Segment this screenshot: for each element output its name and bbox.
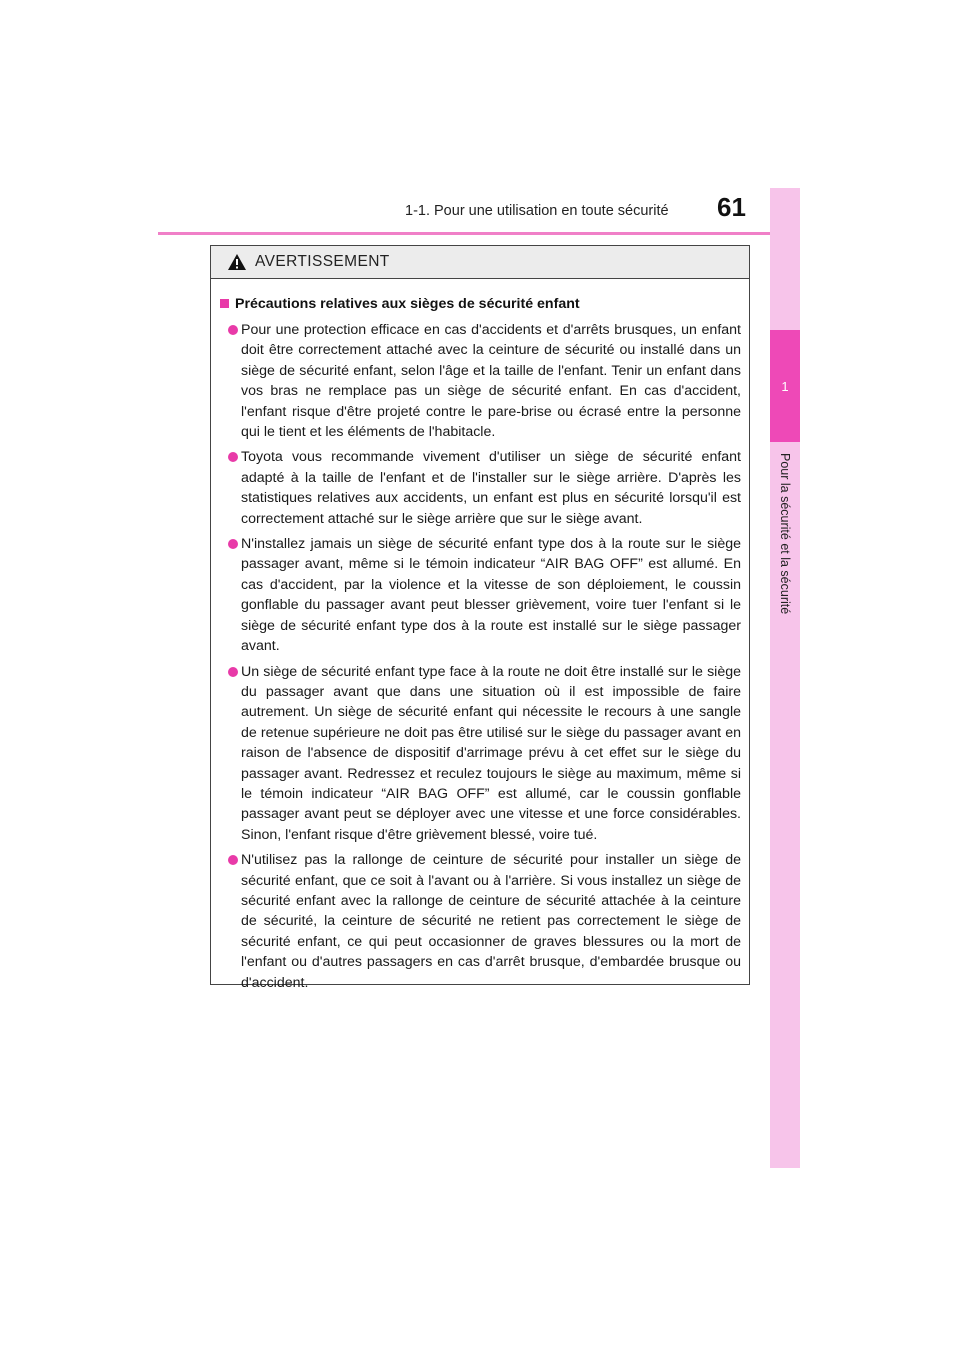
bullet-text: N'utilisez pas la rallonge de ceinture de sécurité pour installer un siège de sécurité enfant, que ce soit à l'avant ou à l'arrière. Si vous installez un siège de sécurité enfant avec la rallonge de ceinture de sécurité attachée à la ceinture de sécurité, la ceinture de sécurité ne retient pas correctement le siège de sécurité enfant, ce qui peut occasionner de graves blessures ou la mort de l'enfant ou d'autres passagers en cas d'arrêt brusque, d'embardée brusque ou d'accident. — [241, 852, 741, 991]
circle-bullet-icon — [228, 325, 238, 335]
header-rule — [158, 232, 800, 235]
warning-header — [211, 246, 749, 279]
bullet-item — [219, 850, 741, 993]
warning-label: AVERTISSEMENT — [255, 253, 390, 270]
bullet-text: Pour une protection efficace en cas d'accidents et d'arrêts brusques, un enfant doit être correctement attaché avec la ceinture de sécurité ou installé dans un siège de sécurité enfant, selon l'âge et la taille de l'enfant. Tenir un enfant dans vos bras ne remplace pas un siège de sécurité enfant. En cas d'accident, l'enfant risque d'être projeté contre le pare-brise ou écrasé entre la personne qui le tient et les éléments de l'habitacle. — [241, 322, 741, 441]
square-bullet-icon — [220, 299, 229, 308]
bullet-item — [219, 534, 741, 656]
circle-bullet-icon — [228, 855, 238, 865]
bullet-item — [219, 447, 741, 529]
bullet-text: Un siège de sécurité enfant type face à la route ne doit être installé sur le siège du passager avant que dans une situation où il est impossible de faire autrement. Un siège de sécurité enfant qui nécessite le recours à une sangle de retenue supérieure ne doit pas être utilisé sur le siège du passager avant en raison de l'absence de dispositif d'arrimage prévu à cet effet sur le siège du passager avant. Redressez et reculez toujours le siège au maximum, même si le témoin indicateur “AIR BAG OFF” est allumé, car le coussin gonflable passager avant peut se déployer avec une vitesse et une force considérables. Sinon, l'enfant risque d'être grièvement blessé, voire tué. — [241, 663, 741, 843]
circle-bullet-icon — [228, 539, 238, 549]
warning-body — [211, 279, 749, 993]
circle-bullet-icon — [228, 452, 238, 462]
bullet-text: Toyota vous recommande vivement d'utiliser un siège de sécurité enfant adapté à la taille de l'enfant et de l'installer sur le siège arrière. D'après les statistiques relatives aux accidents, un enfant est plus en sécurité lorsqu'il est correctement attaché sur le siège arrière que sur le siège avant. — [241, 449, 741, 527]
bullet-text: N'installez jamais un siège de sécurité enfant type dos à la route sur le siège passager avant, même si le témoin indicateur “AIR BAG OFF” est allumé. En cas d'accident, par la violence et la vitesse de son déploiement, le coussin gonflable du passager avant peut blesser grièvement, voire tuer l'enfant si le siège de sécurité enfant type dos à la route est installé sur le siège passager avant. — [241, 536, 741, 655]
section-title-text: Précautions relatives aux sièges de sécurité enfant — [235, 296, 580, 312]
warning-triangle-icon — [227, 253, 247, 271]
bullet-item — [219, 662, 741, 846]
warning-box — [210, 245, 750, 991]
section-title — [219, 293, 741, 315]
chapter-label: Pour la sécurité et la sécurité — [778, 453, 792, 615]
bullet-item — [219, 320, 741, 442]
running-header-title: 1-1. Pour une utilisation en toute sécurité — [405, 203, 669, 219]
circle-bullet-icon — [228, 667, 238, 677]
page-number: 61 — [717, 192, 746, 222]
chapter-number-tab: 1 — [770, 330, 800, 442]
